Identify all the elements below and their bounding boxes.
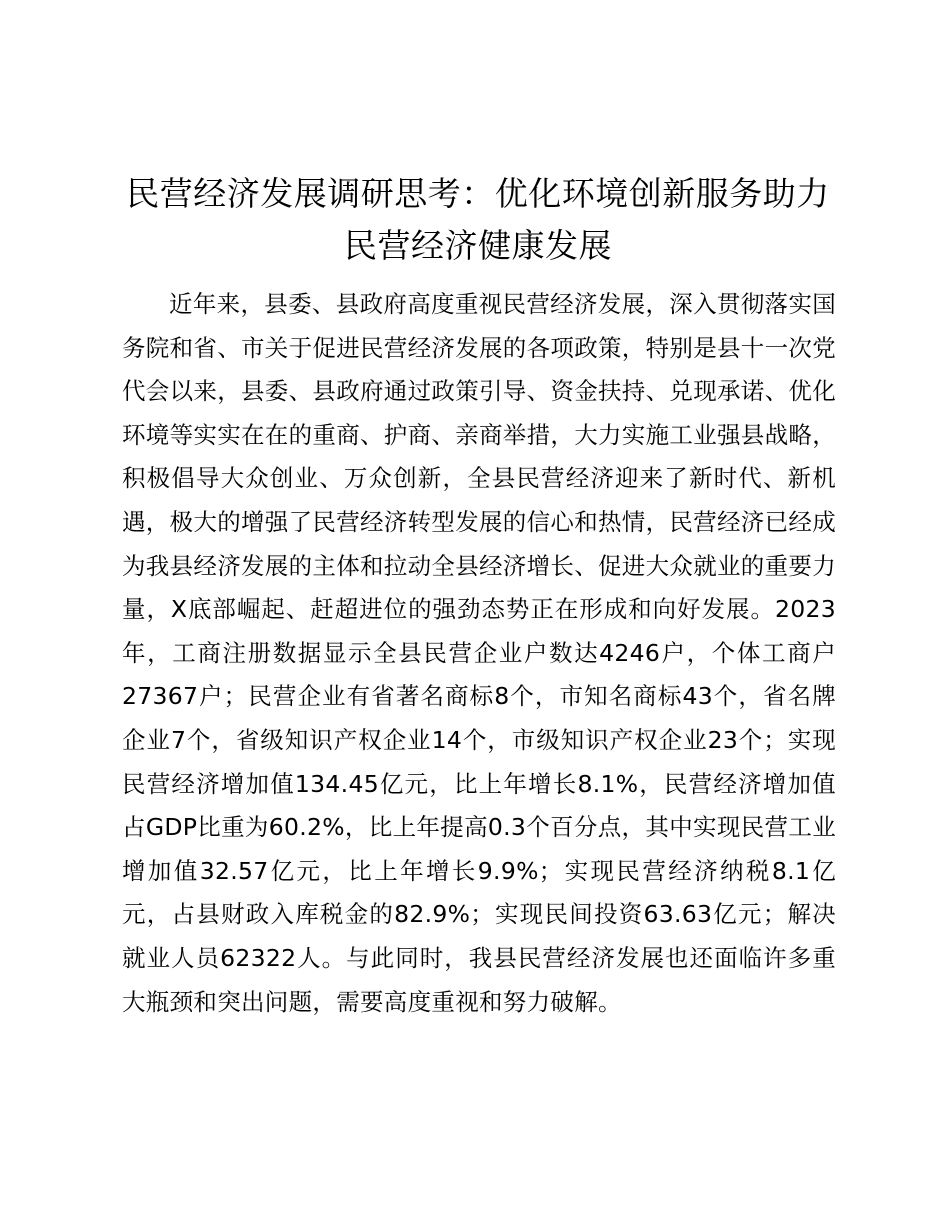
body-paragraph: 近年来，县委、县政府高度重视民营经济发展，深入贯彻落实国务院和省、市关于促进民营经济发展的各项政策，特别是县十一次党代会以来，县委、县政府通过政策引导、资金扶持、兑现承诺、优化环境等实实在在的重商、护商、亲商举措，大力实施工业强县战略，积极倡导大众创业、万众创新，全县民营经济迎来了新时代、新机遇，极大的增强了民营经济转型发展的信心和热情，民营经济已经成为我县经济发展的主体和拉动全县经济增长、促进大众就业的重要力量，X底部崛起、赶超进位的强劲态势正在形成和向好发展。2023年，工商注册数据显示全县民营企业户数达4246户，个体工商户27367户；民营企业有省著名商标8个，市知名商标43个，省名牌企业7个，省级知识产权企业14个，市级知识产权企业23个；实现民营经济增加值134.45亿元，比上年增长8.1%，民营经济增加值占GDP比重为60.2%，比上年提高0.3个百分点，其中实现民营工业增加值32.57亿元，比上年增长9.9%；实现民营经济纳税8.1亿元，占县财政入库税金的82.9%；实现民间投资63.63亿元；解决就业人员62322人。与此同时，我县民营经济发展也还面临许多重大瓶颈和突出问题，需要高度重视和努力破解。	[122, 290, 836, 1016]
document-title: 民营经济发展调研思考：优化环境创新服务助力民营经济健康发展	[126, 174, 830, 265]
